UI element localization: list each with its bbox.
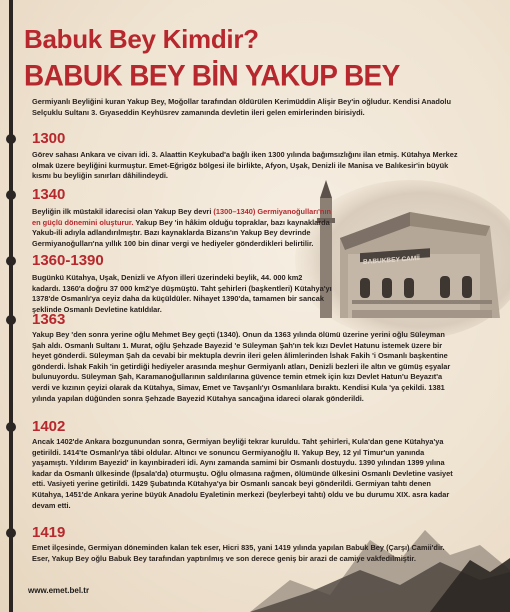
section-1300-text [32,150,460,182]
timeline-dot [6,134,16,144]
page-question-title: Babuk Bey Kimdir? [24,24,259,54]
timeline-dot [6,190,16,200]
timeline-bar [9,0,13,612]
timeline-dot [6,315,16,325]
website-link[interactable]: www.emet.bel.tr [28,586,90,595]
year-1360-1390-heading: 1360-1390 [32,252,104,269]
section-1402-text-part: Ancak 1402'de Ankara bozgunundan sonra, Germiyan beyliği tekrar kuruldu. Taht şehirleri, Kula'dan gene Kütahya'ya getirildi. 1414'te Osmanlı'ya tâbi oldular. Altıncı ve sonuncu Germiyanoğlu II. Yakup Bey, 12 yıl Timur'un yanında yaşamıştı. Yıldırım Bayezid' in kayınbiraderi idi. Aynı zamanda samimi bir Osmanlı dostuydu. 1390 yılından 1399 yılına kadar da Osmanlı ülkesinde (İpsala'da) oturmuştu. Oğlu olmasına rağmen, ölümünde ülkesini Osmanlı Devletine vasiyet etti. Vasiyeti yerine getirildi. 1429 Şubatında Kütahya'ya bir Osmanlı sancak beyi gönderildi. Germiyan tahtı denen Kütahya, 1451'de Ankara yerine büyük Anadolu Eyaletinin merkezi (beylerbeyi tahtı) oldu ve bu durumu XIX. asra kadar devam etti. [32,437,453,510]
section-1419-text [32,543,460,564]
timeline-dot [6,256,16,266]
year-1402-heading: 1402 [32,418,66,435]
section-1360-1390-text-part: Bugünkü Kütahya, Uşak, Denizli ve Afyon illeri üzerindeki beylik, 44. 000 km2 kadardı. 1360'a doğru 37 000 km2'ye düşmüştü. Taht şehirleri (başkentleri) Kütahya'yı 1378'de Osmanlı'ya ceyiz daha da küçüldüler. Nihayet 1390'da, tamamen bir sancak şeklinde Osmanlı Devletine katıldılar. [32,273,332,314]
section-1340-highlight: (1300–1340) Germiyanoğulları'nın en güçlü dönemini oluşturur. [32,207,332,227]
mosque-sign: BABUKBEY CAMİİ [363,254,420,266]
year-1340-heading: 1340 [32,186,66,203]
page-main-title: BABUK BEY BİN YAKUP BEY [24,59,400,92]
intro-paragraph: Germiyanlı Beyliğini kuran Yakup Bey, Moğollar tarafından öldürülen Kerimüddin Alişir Bey'in oğludur. Kendisi Anadolu Selçuklu Sultanı 3. Gıyaseddin Keyhüsrev zamanında devletin ileri gelen emirlerinden birisiydi. [32,97,451,117]
year-1363-heading: 1363 [32,311,66,328]
timeline-dot [6,422,16,432]
section-1363-text [32,330,460,404]
section-1419-text-part: Emet ilçesinde, Germiyan döneminden kalan tek eser, Hicri 835, yani 1419 yılında yapılan Babuk Bey (Çarşı) Camii'dir. Eser, Yakup Bey oğlu Babuk Bey tarafından yaptırılmış ve son derece geniş bir arazi de camiye vakfedilmiştir. [32,543,445,563]
year-1300-heading: 1300 [32,130,66,147]
section-1300-text-part: Görev sahası Ankara ve civarı idi. 3. Alaattin Keykubad'a bağlı iken 1300 yılında bağımsızlığını ilan etmiş. Kütahya Merkez olmak üzere beyliğini kurmuştur. Emet-Eğrigöz bölgesi ile birlikte, Afyon, Uşak, Denizli ile Manisa ve Balıkesir'in büyük kısmı bu beyliğin sınırları dâhilindeydi. [32,150,458,181]
section-1363-text-part: Yakup Bey 'den sonra yerine oğlu Mehmet Bey geçti (1340). Onun da 1363 yılında ölümü üzerine yerini oğlu Süleyman Şah aldı. Osmanlı Sultanı 1. Murat, oğlu Şehzade Bayezid 'e Süleyman Şah'ın tek kızı Devlet Hatunu istemek üzere bir heyet gönderdi. Süleyman Şah da cevabi bir mektupla devrin ileri gelen âlimlerinden İshak Fakih 'i Osmanlı başkentine gönderdi. İshak Fakih 'in getirdiği hediyeler arasında meşhur Germiyanlı atları, Denizli bezleri ile altın ve gümüş eşyalar bulunuyordu. Süleyman Şah, Karamanoğullarının saldırılarına güvence temin etmek için kızı Devlet Hatun'u Beyazıt'a verdi ve kızının çeyizi olarak da Kütahya, Simav, Emet ve Tavşanlı'yı Osmanlılara bıraktı. Kendisi Kula 'ya çekildi. 1381 yılında yapılan düğünden sonra Şehzade Bayezid Kütahya sancağına idareci olarak gönderildi. [32,330,451,403]
year-1419-heading: 1419 [32,524,66,541]
section-1340-text-part: Yakup Bey 'in hâkim olduğu topraklar, bazı kaynaklarda Yakub-ili adıyla adlandırılmıştır. Bazı kaynaklarda Bizans'ın Yakup Bey devrinde Germiyanoğulları'na yıllık 100 bin dinar vergi ve hediyeler gönderdikleri belirtilir. [32,217,330,248]
section-1340-text-part: Beyliğin ilk müstakil idarecisi olan Yakup Bey devri [32,207,214,216]
section-1340-text [32,207,332,249]
section-1360-1390-text [32,273,332,315]
timeline-dot [6,528,16,538]
section-1402-text [32,437,460,511]
